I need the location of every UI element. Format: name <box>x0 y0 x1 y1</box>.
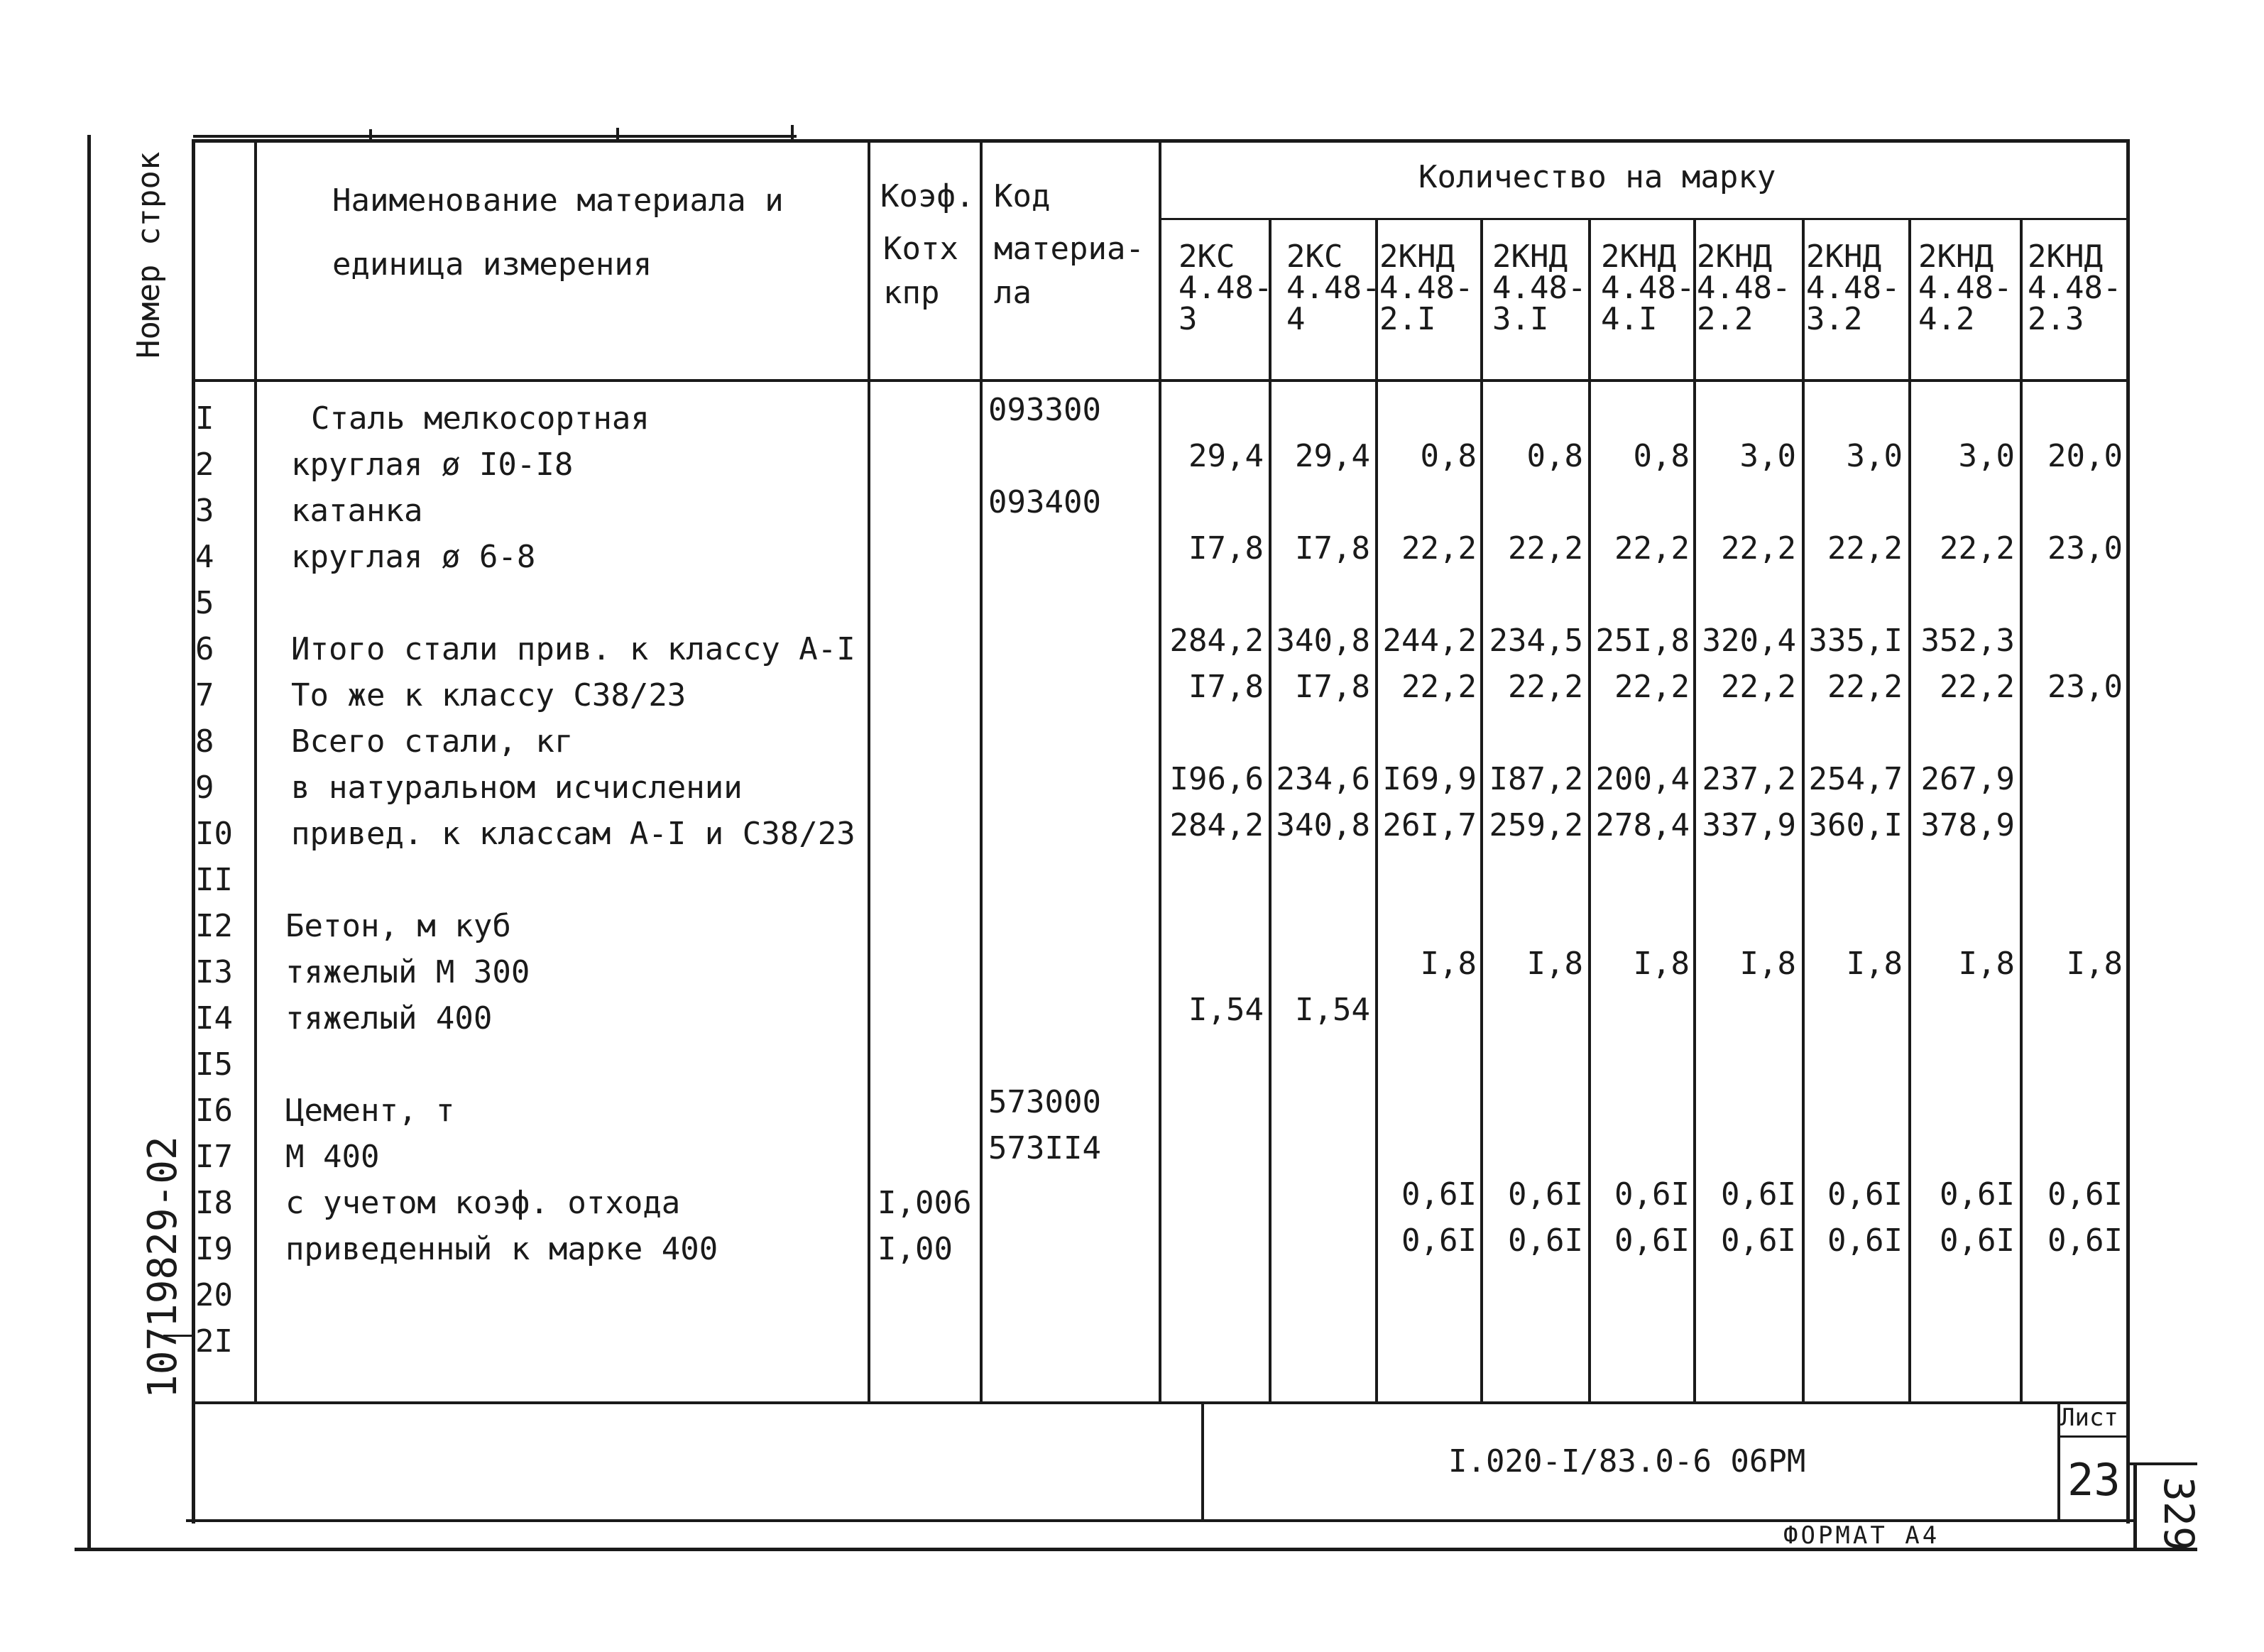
format-label: ФОРМАТ А4 <box>1783 1521 1940 1550</box>
header-code-1: Код <box>994 178 1051 214</box>
row-value-mark-5: 0,6I <box>1614 1222 1690 1259</box>
row-name: с учетом коэф. отхода <box>285 1185 681 1221</box>
header-row-number: Номер строк <box>131 151 167 359</box>
row-value-mark-2: 234,6 <box>1276 761 1370 797</box>
row-value-mark-2: 29,4 <box>1295 438 1370 474</box>
side-number: 329 <box>2155 1477 2203 1551</box>
row-value-mark-5: 0,6I <box>1614 1176 1690 1213</box>
row-number: I8 <box>195 1185 233 1221</box>
row-name: тяжелый 400 <box>285 1000 493 1036</box>
row-value-mark-3: 22,2 <box>1401 669 1477 705</box>
row-value-mark-8: I,8 <box>1958 946 2015 982</box>
row-value-mark-7: 254,7 <box>1808 761 1903 797</box>
row-value-mark-1: I,54 <box>1188 992 1264 1028</box>
title-block-divider <box>1201 1403 1204 1521</box>
row-value-mark-4: 234,5 <box>1489 623 1583 659</box>
header-name-line1: Наименование материала и <box>332 182 784 219</box>
row-value-mark-7: 3,0 <box>1846 438 1903 474</box>
row-name: круглая ø 6-8 <box>291 539 536 575</box>
row-value-mark-7: 0,6I <box>1827 1176 1903 1213</box>
header-mark-9: 2КНД 4.48- 2.3 <box>2028 239 2122 337</box>
outer-border-left <box>87 135 91 1548</box>
row-value-mark-2: 340,8 <box>1276 623 1370 659</box>
row-value-mark-5: 25I,8 <box>1595 623 1690 659</box>
row-name: То же к классу С38/23 <box>291 677 687 713</box>
row-value-mark-6: 0,6I <box>1721 1176 1796 1213</box>
row-value-mark-6: 0,6I <box>1721 1222 1796 1259</box>
header-coef-2: Котх <box>883 231 958 267</box>
header-mark-1: 2КС 4.48- 3 <box>1179 239 1273 337</box>
row-coef: I,006 <box>877 1185 972 1221</box>
row-value-mark-4: 22,2 <box>1508 669 1583 705</box>
header-code-2: материа- <box>994 231 1144 267</box>
row-number: 3 <box>195 493 214 529</box>
document-code: I.020-I/83.0-6 06РМ <box>1448 1443 1806 1479</box>
row-number: I4 <box>195 1000 233 1036</box>
row-name: катанка <box>291 493 423 529</box>
sheet-number: 23 <box>2067 1454 2121 1506</box>
row-value-mark-5: 22,2 <box>1614 669 1690 705</box>
header-quantity: Количество на марку <box>1418 159 1776 195</box>
top-tick-1 <box>369 129 372 139</box>
row-value-mark-4: I87,2 <box>1489 761 1583 797</box>
row-number: I3 <box>195 954 233 990</box>
row-value-mark-5: 278,4 <box>1595 807 1690 843</box>
row-number: I9 <box>195 1231 233 1267</box>
row-value-mark-5: 22,2 <box>1614 530 1690 567</box>
row-value-mark-8: 22,2 <box>1940 530 2015 567</box>
row-value-mark-3: 244,2 <box>1382 623 1477 659</box>
header-code-3: ла <box>994 275 1032 311</box>
row-value-mark-9: 0,6I <box>2047 1176 2123 1213</box>
row-value-mark-7: 360,I <box>1808 807 1903 843</box>
row-value-mark-1: 284,2 <box>1169 623 1264 659</box>
col-divider-m7 <box>1908 218 1911 1403</box>
row-value-mark-3: 0,6I <box>1401 1222 1477 1259</box>
row-value-mark-9: 23,0 <box>2047 530 2123 567</box>
row-number: I2 <box>195 908 233 944</box>
header-mark-4: 2КНД 4.48- 3.I <box>1492 239 1587 337</box>
row-code: 573II4 <box>988 1130 1101 1166</box>
row-value-mark-8: 22,2 <box>1940 669 2015 705</box>
row-value-mark-6: 320,4 <box>1702 623 1796 659</box>
row-number: 5 <box>195 585 214 621</box>
row-value-mark-4: 0,6I <box>1508 1176 1583 1213</box>
header-coef-3: кпр <box>883 275 940 311</box>
top-rule <box>193 135 797 138</box>
row-value-mark-7: I,8 <box>1846 946 1903 982</box>
row-value-mark-9: 23,0 <box>2047 669 2123 705</box>
header-mark-3: 2КНД 4.48- 2.I <box>1379 239 1474 337</box>
row-name: М 400 <box>285 1139 380 1175</box>
top-tick-2 <box>616 128 619 139</box>
row-number: 6 <box>195 631 214 667</box>
row-value-mark-1: I7,8 <box>1188 530 1264 567</box>
sheet-label: Лист <box>2060 1404 2118 1432</box>
row-value-mark-7: 22,2 <box>1827 530 1903 567</box>
margin-stamp: 19829-02 <box>140 1136 186 1328</box>
row-value-mark-4: I,8 <box>1526 946 1583 982</box>
row-value-mark-9: I,8 <box>2066 946 2123 982</box>
row-value-mark-2: I7,8 <box>1295 530 1370 567</box>
row-code: 573000 <box>988 1084 1101 1120</box>
row-name: тяжелый М 300 <box>285 954 530 990</box>
row-value-mark-4: 22,2 <box>1508 530 1583 567</box>
outer-border-right <box>2133 1462 2137 1551</box>
sheet-box-rule <box>2057 1435 2130 1438</box>
row-value-mark-6: I,8 <box>1739 946 1796 982</box>
row-value-mark-6: 3,0 <box>1739 438 1796 474</box>
col-divider-code <box>980 139 983 1403</box>
row-number: 4 <box>195 539 214 575</box>
row-number: 7 <box>195 677 214 713</box>
row-value-mark-8: 352,3 <box>1920 623 2015 659</box>
row-name: круглая ø I0-I8 <box>291 447 574 483</box>
row-number: 9 <box>195 770 214 806</box>
side-box-top <box>2130 1462 2197 1465</box>
header-coef-1: Коэф. <box>880 178 975 214</box>
row-value-mark-1: 284,2 <box>1169 807 1264 843</box>
row-value-mark-8: 0,6I <box>1940 1222 2015 1259</box>
row-name: в натуральном исчислении <box>291 770 743 806</box>
header-mark-5: 2КНД 4.48- 4.I <box>1601 239 1695 337</box>
row-number: I <box>195 400 214 437</box>
row-value-mark-1: I96,6 <box>1169 761 1264 797</box>
row-value-mark-3: 22,2 <box>1401 530 1477 567</box>
row-value-mark-9: 0,6I <box>2047 1222 2123 1259</box>
row-value-mark-8: 3,0 <box>1958 438 2015 474</box>
row-value-mark-6: 22,2 <box>1721 669 1796 705</box>
row-value-mark-3: 0,8 <box>1420 438 1477 474</box>
row-value-mark-3: I69,9 <box>1382 761 1477 797</box>
row-value-mark-6: 337,9 <box>1702 807 1796 843</box>
row-value-mark-5: 0,8 <box>1633 438 1690 474</box>
row-code: 093400 <box>988 484 1101 520</box>
row-value-mark-4: 0,8 <box>1526 438 1583 474</box>
header-mark-2: 2КС 4.48- 4 <box>1286 239 1381 337</box>
row-value-mark-5: 200,4 <box>1595 761 1690 797</box>
row-value-mark-1: I7,8 <box>1188 669 1264 705</box>
row-value-mark-2: 340,8 <box>1276 807 1370 843</box>
row-value-mark-3: I,8 <box>1420 946 1477 982</box>
row-name: привед. к классам А-I и С38/23 <box>291 816 855 852</box>
row-value-mark-9: 20,0 <box>2047 438 2123 474</box>
row-value-mark-8: 267,9 <box>1920 761 2015 797</box>
row-value-mark-6: 22,2 <box>1721 530 1796 567</box>
row-value-mark-7: 22,2 <box>1827 669 1903 705</box>
row-number: 8 <box>195 723 214 760</box>
row-coef: I,00 <box>877 1231 953 1267</box>
row-number: I0 <box>195 816 233 852</box>
row-number: I6 <box>195 1093 233 1129</box>
row-value-mark-4: 0,6I <box>1508 1222 1583 1259</box>
row-value-mark-6: 237,2 <box>1702 761 1796 797</box>
row-value-mark-2: I,54 <box>1295 992 1370 1028</box>
margin-page: 107 <box>140 1326 186 1399</box>
row-value-mark-7: 335,I <box>1808 623 1903 659</box>
table-border-right <box>2126 139 2130 1524</box>
header-mark-8: 2КНД 4.48- 4.2 <box>1918 239 2013 337</box>
row-value-mark-3: 0,6I <box>1401 1176 1477 1213</box>
row-number: I7 <box>195 1139 233 1175</box>
col-divider-rowno <box>254 139 257 1403</box>
row-value-mark-3: 26I,7 <box>1382 807 1477 843</box>
row-value-mark-5: I,8 <box>1633 946 1690 982</box>
row-value-mark-2: I7,8 <box>1295 669 1370 705</box>
top-tick-3 <box>791 125 794 139</box>
row-number: I5 <box>195 1046 233 1083</box>
row-value-mark-1: 29,4 <box>1188 438 1264 474</box>
row-value-mark-8: 0,6I <box>1940 1176 2015 1213</box>
row-value-mark-4: 259,2 <box>1489 807 1583 843</box>
col-divider-coef <box>868 139 870 1403</box>
row-name: Бетон, м куб <box>285 908 511 944</box>
row-number: 2I <box>195 1323 233 1360</box>
row-value-mark-7: 0,6I <box>1827 1222 1903 1259</box>
header-mark-7: 2КНД 4.48- 3.2 <box>1806 239 1901 337</box>
row-code: 093300 <box>988 392 1101 428</box>
header-mark-6: 2КНД 4.48- 2.2 <box>1697 239 1791 337</box>
row-number: 20 <box>195 1277 233 1313</box>
row-name: приведенный к марке 400 <box>285 1231 718 1267</box>
quantity-header-divider <box>1159 218 2130 220</box>
row-name: Итого стали прив. к классу А-I <box>291 631 855 667</box>
row-number: II <box>195 862 233 898</box>
row-number: 2 <box>195 447 214 483</box>
header-name-line2: единица измерения <box>332 246 652 283</box>
row-name: Цемент, т <box>285 1093 455 1129</box>
row-value-mark-8: 378,9 <box>1920 807 2015 843</box>
row-name: Всего стали, кг <box>291 723 574 760</box>
row-name: Сталь мелкосортная <box>311 400 650 437</box>
